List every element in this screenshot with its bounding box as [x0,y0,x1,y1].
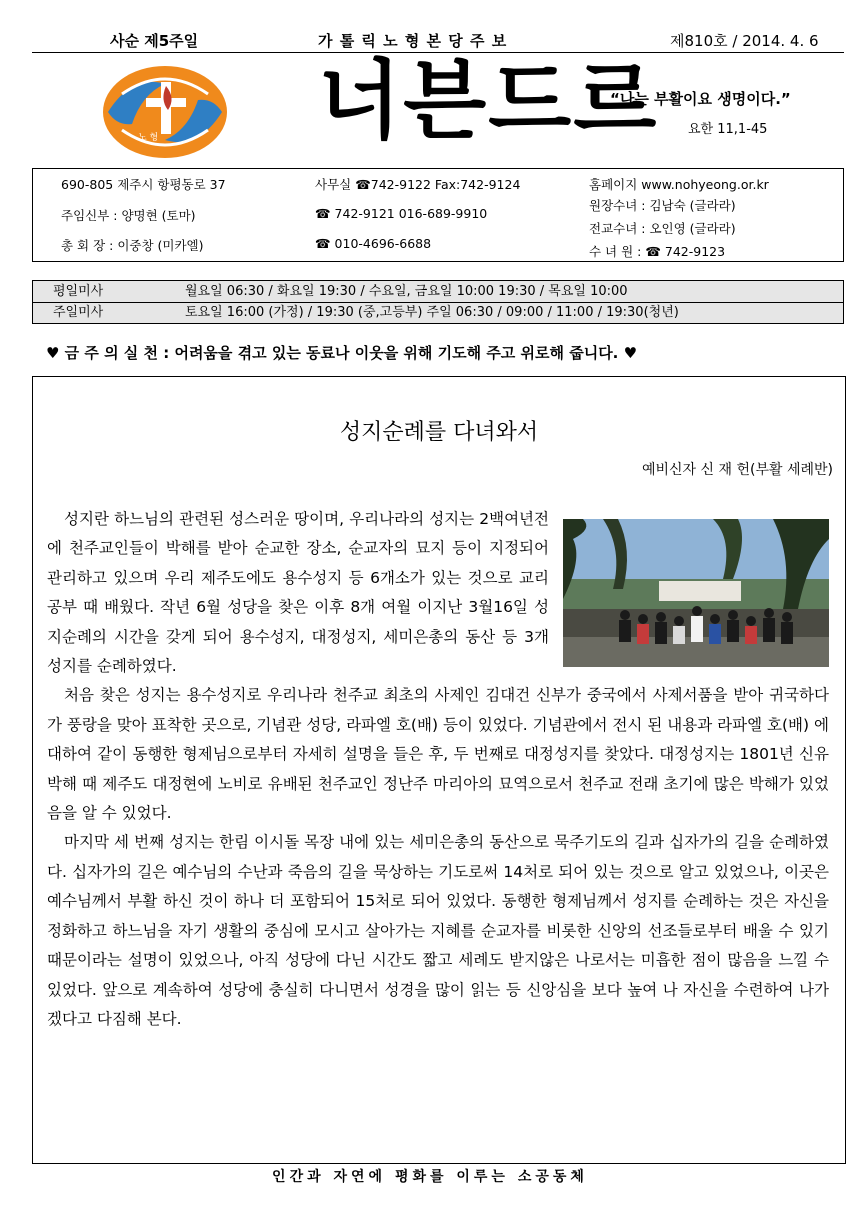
sunday-mass-row [33,302,843,323]
weekday-mass-label: 평일미사 [53,284,104,299]
weekday-mass-times: 월요일 06:30 / 화요일 19:30 / 수요일, 금요일 10:00 19:30 / 목요일 10:00 [185,284,628,299]
contact-info-box [32,168,844,262]
homepage[interactable]: 홈페이지 www.nohyeong.or.kr [589,177,769,192]
sunday-mass-label: 주일미사 [53,305,104,320]
pastor: 주임신부 : 양명현 (토마) [61,208,196,223]
weekly-practice: ♥ 금 주 의 실 천 : 어려움을 겪고 있는 동료나 이웃을 위해 기도해 주고 위로해 줍니다. ♥ [46,344,638,362]
article-byline: 예비신자 신 재 헌(부활 세례반) [641,462,833,478]
article-title: 성지순례를 다녀와서 [339,420,539,445]
article-box [32,376,846,1164]
issue-date: 제810호 / 2014. 4. 6 [670,32,819,50]
council-president: 총 회 장 : 이중창 (미카엘) [61,238,204,253]
header-bar [32,28,844,53]
president-phone: ☎ 010-4696-6688 [315,236,432,251]
mission-sister: 전교수녀 : 오인영 (글라라) [589,221,736,236]
article-paragraph-1: 성지란 하느님의 관련된 성스러운 땅이며, 우리나라의 성지는 2백여년전에 천주교인들이 박해를 받아 순교한 장소, 순교자의 묘지 등이 지정되어 관리하고 있으며 우리 제주도에도 용수성지 등 6개소가 있는 것으로 교리공부 때 배웠다. 작년 6월 성당을 찾은 이후 8개 여월 이지난 3월16일 성지순례의 시간을 갖게 되어 용수성지, 대정성지, 세미은총의 동산 등 3개 성지를 순례하였다. [47,510,549,676]
masthead-title: 너븐드르 [318,51,659,151]
scripture-reference: 요한 11,1-45 [688,122,768,137]
bulletin-name: 가 톨 릭 노 형 본 당 주 보 [318,32,508,50]
parish-logo-icon [102,64,232,160]
superior-sister: 원장수녀 : 김남숙 (글라라) [589,198,736,213]
office-phone: 사무실 ☎742-9122 Fax:742-9124 [315,177,521,192]
mass-schedule [32,280,844,324]
weekday-mass-row [33,281,843,303]
article-paragraph-2: 처음 찾은 성지는 용수성지로 우리나라 천주교 최초의 사제인 김대건 신부가 중국에서 사제서품을 받아 귀국하다가 풍랑을 맞아 표착한 곳으로, 기념관 성당, 라파엘 호(배) 등이 있었다. 기념관에서 전시 된 내용과 라파엘 호(배) 에 대하여 같이 동행한 형제님으로부터 자세히 설명을 들은 후, 두 번째로 대정성지를 찾았다. 대정성지는 1801년 신유박해 때 제주도 대정현에 노비로 유배된 천주교인 정난주 마리아의 묘역으로서 천주교 전래 초기에 많은 박해가 있었음을 알 수 있었다. [47,686,829,823]
sunday-mass-times: 토요일 16:00 (가정) / 19:30 (중,고등부) 주일 06:30 / 09:00 / 11:00 / 19:30(청년) [185,305,679,320]
pastor-phone: ☎ 742-9121 016-689-9910 [315,206,488,221]
article-paragraph-3: 마지막 세 번째 성지는 한림 이시돌 목장 내에 있는 세미은총의 동산으로 묵주기도의 길과 십자가의 길을 순례하였다. 십자가의 길은 예수님의 수난과 죽음의 길을 묵상하는 기도로써 14처로 되어 있는 것으로 알고 있었으나, 이곳은 예수님께서 부활 하신 것이 하나 더 포함되어 15처로 되어 있었다. 동행한 형제님께서 성지를 순례하는 것은 자신을 정화하고 하느님을 자기 생활의 중심에 모시고 살아가는 지혜를 순교자를 비롯한 신앙의 선조들로부터 배울 수 있기 때문이라는 설명이 있었으나, 아직 성당에 다닌 시간도 짧고 세례도 받지않은 나로서는 미흡한 점이 많음을 느낄 수 있었다. 앞으로 계속하여 성당에 충실히 다니면서 성경을 많이 읽는 등 신앙심을 보다 높여 나 자신을 수련하여 나가겠다고 다짐해 본다. [47,833,829,1028]
scripture-quote: “나는 부활이요 생명이다.” [610,90,791,108]
season-label: 사순 제5주일 [110,32,199,50]
article-body [47,505,829,1034]
footer-motto: 인간과 자연에 평화를 이루는 소공동체 [272,1169,588,1185]
address: 690-805 제주시 항평동로 37 [61,177,226,192]
convent-phone: 수 녀 원 : ☎ 742-9123 [589,244,726,259]
logo-text: 노 형 [138,133,159,143]
pilgrimage-group-photo [563,519,829,667]
